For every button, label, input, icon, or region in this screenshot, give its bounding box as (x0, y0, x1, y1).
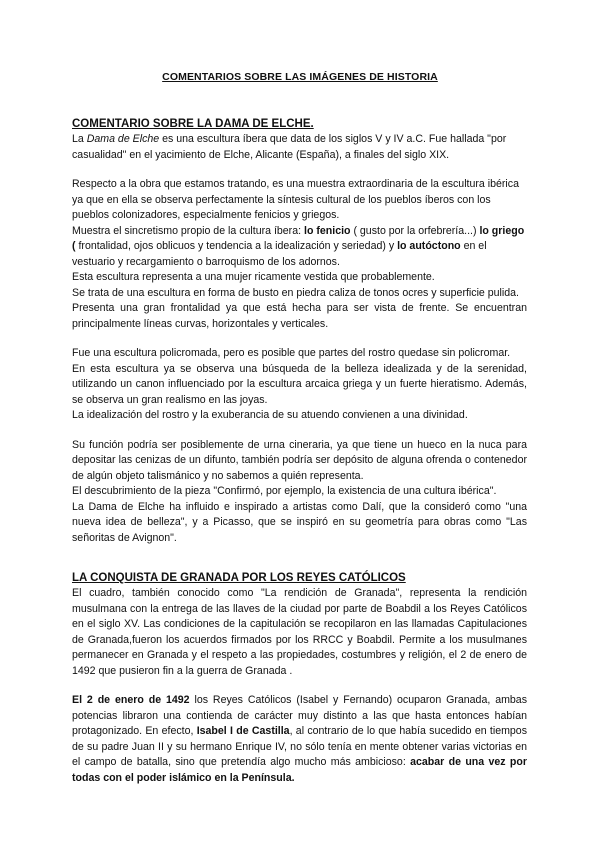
paragraph: El descubrimiento de la pieza "Confirmó, por ejemplo, la existencia de una cultura ibérica". (72, 485, 497, 497)
paragraph: La Dama de Elche ha influido e inspirado a artistas como Dalí, que la consideró como "una nueva idea de belleza", y a Picasso, que se inspiró en su geometría para obras como "Las señoritas de Avignon". (72, 500, 527, 544)
paragraph: El 2 de enero de 1492 los Reyes Católicos (Isabel y Fernando) ocuparon Granada, ambas potencias libraron una contienda de carácter muy distinto a las que hasta entonces habían protagonizado. En efecto, Isabel I de Castilla, al contrario de lo que había sucedido en tiempos de su padre Juan II y su hermano Enrique IV, no sólo tenía en mente obtener varias victorias en el campo de batalla, sino que pretendía algo mucho más ambicioso: acabar de una vez por todas con el poder islámico en la Península. (72, 694, 528, 784)
paragraph: Su función podría ser posiblemente de urna cineraria, ya que tiene un hueco en la nuca para depositar las cenizas de un difunto, también podría ser depósito de alguna ofrenda o contenedor de algún objeto talismánico y no sabemos a quién representa. (72, 438, 527, 482)
paragraph: Fue una escultura policromada, pero es posible que partes del rostro quedase sin policromar. (72, 347, 511, 359)
section-heading: LA CONQUISTA DE GRANADA POR LOS REYES CATÓLICOS (72, 572, 406, 584)
paragraph: Muestra el sincretismo propio de la cultura íbera: lo fenicio ( gusto por la orfebrería...) lo griego ( frontalidad, ojos oblicuos y tendencia a la idealización y seriedad) y lo autóctono en el vestuario y recargamiento o barroquismo de los adornos. (72, 224, 525, 268)
paragraph: Respecto a la obra que estamos tratando, es una muestra extraordinaria de la escultura ibérica ya que en ella se observa perfectamente la síntesis cultural de los pueblos íberos con los pueblos colonizadores, especialmente fenicios y griegos. (72, 178, 519, 221)
paragraph: Se trata de una escultura en forma de busto en piedra caliza de tonos ocres y superficie pulida. (72, 286, 519, 299)
paragraph: La Dama de Elche es una escultura íbera que data de los siglos V y IV a.C. Fue hallada "por casualidad" en el yacimiento de Elche, Alicante (España), a finales del siglo XIX. (72, 133, 507, 161)
paragraph: Presenta una gran frontalidad ya que está hecha para ser vista de frente. Se encuentran principalmente líneas curvas, horizontales y verticales. (72, 302, 527, 330)
section-heading: COMENTARIO SOBRE LA DAMA DE ELCHE. (72, 118, 314, 130)
section-dama-de-elche (72, 117, 527, 546)
document-title: COMENTARIOS SOBRE LAS IMÁGENES DE HISTORIA (162, 71, 438, 83)
paragraph: El cuadro, también conocido como "La rendición de Granada", representa la rendición musulmana con la entrega de las llaves de la ciudad por parte de Boabdil a los Reyes Católicos en el siglo XV. Las condiciones de la capitulación se recopilaron en las llamadas Capitulaciones de Granada,fueron los acuerdos firmados por los RRCC y Boabdil. Permite a los musulmanes permanecer en Granada y el respeto a las propiedades, costumbres y religión, el 2 de enero de 1492 que pusieron fin a la guerra de Granada . (72, 587, 527, 677)
paragraph: La idealización del rostro y la exuberancia de su atuendo convienen a una divinidad. (72, 409, 468, 421)
paragraph: En esta escultura ya se observa una búsqueda de la belleza idealizada y de la serenidad, utilizando un canon influenciado por la escultura arcaica griega y un fuerte hieratismo. Además, se observa un gran realismo en las joyas. (72, 362, 527, 406)
section-conquista-granada (72, 571, 527, 786)
paragraph: Esta escultura representa a una mujer ricamente vestida que probablemente. (72, 271, 435, 283)
